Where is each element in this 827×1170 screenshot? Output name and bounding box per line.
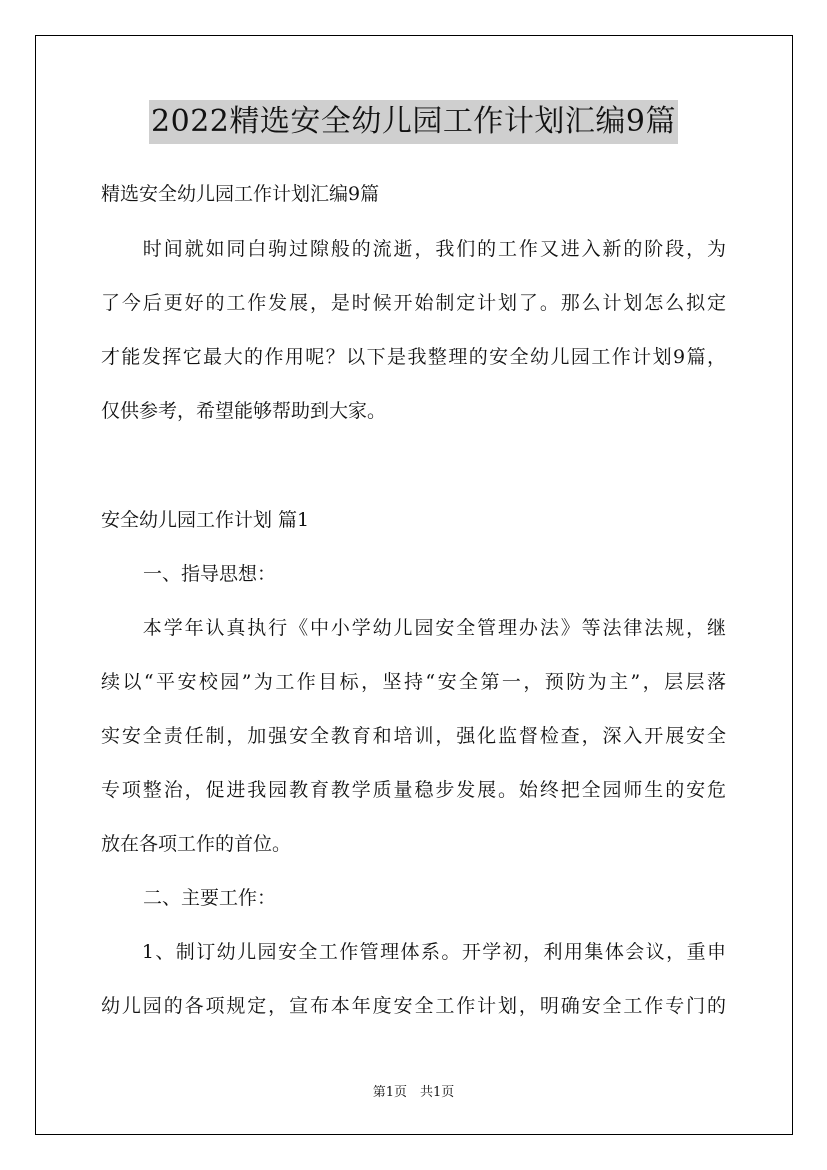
document-title [0,100,827,144]
para-2-line-1: 1、制订幼儿园安全工作管理体系。开学初，利用集体会议，重申 [101,941,726,963]
para-1-line-1: 本学年认真执行《中小学幼儿园安全管理办法》等法律法规，继 [101,617,726,639]
document-title-text: 2022精选安全幼儿园工作计划汇编9篇 [149,100,678,144]
intro-line-2: 了今后更好的工作发展，是时候开始制定计划了。那么计划怎么拟定 [101,292,726,314]
heading-guiding-thought: 一、指导思想： [143,563,277,585]
heading-main-work: 二、主要工作： [143,887,277,909]
para-1-line-4: 专项整治，促进我园教育教学质量稳步发展。始终把全园师生的安危 [101,779,726,801]
para-2-line-2: 幼儿园的各项规定，宣布本年度安全工作计划，明确安全工作专门的 [101,995,726,1017]
para-1-line-5: 放在各项工作的首位。 [101,833,292,855]
para-1-line-3: 实安全责任制，加强安全教育和培训，强化监督检查，深入开展安全 [101,725,726,747]
document-subtitle: 精选安全幼儿园工作计划汇编9篇 [101,183,380,205]
page-footer: 第1页 共1页 [372,1085,455,1100]
intro-line-3: 才能发挥它最大的作用呢？以下是我整理的安全幼儿园工作计划9篇， [101,346,726,368]
para-1-line-2: 续以“平安校园”为工作目标，坚持“安全第一，预防为主”，层层落 [101,671,726,693]
intro-line-1: 时间就如同白驹过隙般的流逝，我们的工作又进入新的阶段，为 [101,238,726,260]
intro-line-4: 仅供参考，希望能够帮助到大家。 [101,400,387,422]
section-heading: 安全幼儿园工作计划 篇1 [101,509,310,531]
